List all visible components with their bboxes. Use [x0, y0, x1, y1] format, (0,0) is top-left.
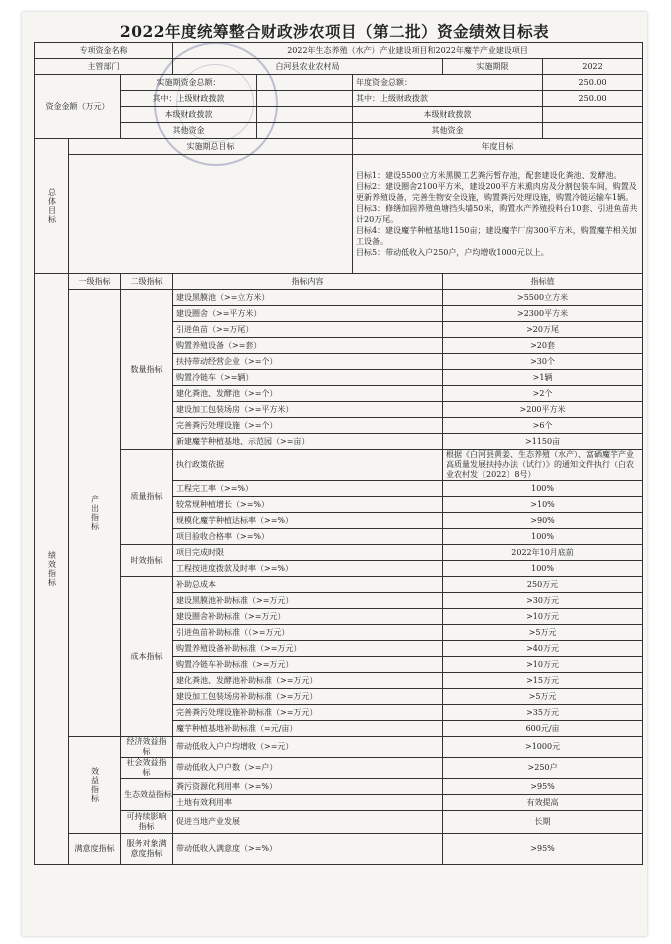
indicator-row: [35, 450, 643, 481]
goal-item: 目标1：建设5500立方米黑膜工艺粪污暂存池，配套建设化粪池、发酵池。: [356, 171, 622, 180]
project-name-value: 2022年生态养殖（水产）产业建设项目和2022年魔芋产业建设项目: [173, 43, 643, 59]
annual-goal-content: [353, 155, 643, 274]
indicator-value: >2个: [443, 386, 643, 402]
indicator-value: >5万元: [443, 689, 643, 705]
indicator-value: 100%: [443, 561, 643, 577]
benefit-sub-label: 经济效益指标: [121, 737, 173, 758]
overall-header-row: [35, 139, 643, 155]
indicator-value: 600元/亩: [443, 721, 643, 737]
funds-year-value: 250.00: [543, 91, 643, 107]
indicator-value: >1000元: [443, 737, 643, 758]
funds-year-label: 本级财政拨款: [353, 107, 543, 123]
indicator-content: 执行政策依据: [173, 450, 443, 481]
indicator-value: >30万元: [443, 593, 643, 609]
indicator-content: 规模化魔芋种植达标率（>=%）: [173, 513, 443, 529]
funds-period-label: 本级财政拨款: [121, 107, 257, 123]
indicator-value: >20万尾: [443, 322, 643, 338]
indicator-value: 250万元: [443, 577, 643, 593]
indicator-content: 项目完成时限: [173, 545, 443, 561]
benefit-row: [35, 737, 643, 758]
goal-item: 目标3：修缮加固养殖鱼塘挡头墙50米，购置水产养殖投料台10套、引进鱼苗共计20万尾。: [356, 204, 638, 224]
satisfaction-row: [35, 834, 643, 865]
funds-year-value: 250.00: [543, 75, 643, 91]
period-goal-content: [69, 155, 353, 274]
indicator-content: 建化粪池、发酵池补助标准（>=万元）: [173, 673, 443, 689]
funds-period-value: [257, 75, 353, 91]
satisfaction-sub-label: 服务对象满意度指标: [121, 834, 173, 865]
indicator-content: 建化粪池、发酵池（>=个）: [173, 386, 443, 402]
benefit-sub-label: 生态效益指标: [121, 779, 173, 811]
overall-body-row: [35, 155, 643, 274]
indicator-content: 魔芋种植基地补助标准（=元/亩）: [173, 721, 443, 737]
indicator-value: >2300平方米: [443, 306, 643, 322]
indicator-content: 完善粪污处理设施补助标准（>=万元）: [173, 705, 443, 721]
indicator-content: 购置养殖设备（>=套）: [173, 338, 443, 354]
cost-indicator-label: 成本指标: [121, 577, 173, 737]
indicator-content: 扶持带动经营企业（>=个）: [173, 354, 443, 370]
indicator-value: >15万元: [443, 673, 643, 689]
benefit-indicator-label: 效益指标: [69, 737, 121, 834]
funds-period-label: 实施期资金总额：: [121, 75, 257, 91]
indicator-value: >5500立方米: [443, 290, 643, 306]
indicator-content: 粪污资源化利用率（>=%）: [173, 779, 443, 795]
indicator-row: [35, 545, 643, 561]
perf-header-row: [35, 274, 643, 290]
content-header: 指标内容: [173, 274, 443, 290]
indicator-value: >10万元: [443, 609, 643, 625]
funds-period-value: [257, 91, 353, 107]
quantity-indicator-label: 数量指标: [121, 290, 173, 450]
department-label: 主管部门: [35, 59, 173, 75]
satisfaction-label: 满意度指标: [69, 834, 121, 865]
indicator-content: 带动低收入满意度（>=%）: [173, 834, 443, 865]
indicator-content: 项目验收合格率（>=%）: [173, 529, 443, 545]
funds-period-value: [257, 123, 353, 139]
indicator-content: 建设加工包装场房（>=平方米）: [173, 402, 443, 418]
project-name-label: 专项资金名称: [35, 43, 173, 59]
indicator-value: >10%: [443, 497, 643, 513]
indicator-content: 促进当地产业发展: [173, 811, 443, 834]
document-page: [22, 12, 647, 936]
indicator-content: 完善粪污处理设施（>=个）: [173, 418, 443, 434]
indicator-value: >250户: [443, 758, 643, 779]
indicator-value: 100%: [443, 529, 643, 545]
level1-header: 一级指标: [69, 274, 121, 290]
goal-item: 目标4：建设魔芋种植基地1150亩；建设魔芋厂房300平方米，购置魔芋相关加工设备。: [356, 226, 637, 246]
benefit-sub-label: 可持续影响指标: [121, 811, 173, 834]
value-header: 指标值: [443, 274, 643, 290]
indicator-value: >6个: [443, 418, 643, 434]
funds-row: [35, 123, 643, 139]
overall-goal-label: 总体目标: [35, 139, 69, 274]
period-value: 2022: [543, 59, 643, 75]
indicator-content: 带动低收入户户数（>=户）: [173, 758, 443, 779]
indicator-value: >95%: [443, 779, 643, 795]
indicator-content: 引进鱼苗补助标准（（>=万元）: [173, 625, 443, 641]
indicator-value: >20套: [443, 338, 643, 354]
funds-label: 资金金额（万元）: [35, 75, 121, 139]
indicator-content: 建设黑膜池补助标准（>=万元）: [173, 593, 443, 609]
document-title: 2022年度统筹整合财政涉农项目（第二批）资金绩效目标表: [119, 22, 550, 41]
benefit-row: [35, 779, 643, 795]
performance-label: 绩效指标: [35, 274, 69, 865]
funds-year-label: 年度资金总额：: [353, 75, 543, 91]
indicator-value: >30个: [443, 354, 643, 370]
output-indicator-label: 产出指标: [69, 290, 121, 737]
funds-period-label: 其他资金: [121, 123, 257, 139]
period-label: 实施期限: [443, 59, 543, 75]
funds-row: [35, 107, 643, 123]
project-name-row: [35, 43, 643, 59]
indicator-value: 2022年10月底前: [443, 545, 643, 561]
funds-year-value: [543, 107, 643, 123]
indicator-content: 建设圈舍补助标准（>=万元）: [173, 609, 443, 625]
indicator-content: 建设圈舍（>=平方米）: [173, 306, 443, 322]
indicator-value: >10万元: [443, 657, 643, 673]
indicator-value: 100%: [443, 481, 643, 497]
funds-year-value: [543, 123, 643, 139]
indicator-content: 引进鱼苗（>=万尾）: [173, 322, 443, 338]
indicator-content: 较常规种植增长（>=%）: [173, 497, 443, 513]
funds-year-label: 其他资金: [353, 123, 543, 139]
indicator-value: >1150亩: [443, 434, 643, 450]
period-goal-header: 实施期总目标: [69, 139, 353, 155]
indicator-content: 土地有效利用率: [173, 795, 443, 811]
indicator-content: 建设黑膜池（>=立方米）: [173, 290, 443, 306]
indicator-value: 长期: [443, 811, 643, 834]
annual-goal-header: 年度目标: [353, 139, 643, 155]
indicator-content: 购置冷链车补助标准（>=万元）: [173, 657, 443, 673]
indicator-content: 购置养殖设备补助标准（>=万元）: [173, 641, 443, 657]
indicator-value: >95%: [443, 834, 643, 865]
quality-indicator-label: 质量指标: [121, 450, 173, 545]
indicator-value: >35万元: [443, 705, 643, 721]
indicator-content: 购置冷链车（>=辆）: [173, 370, 443, 386]
indicator-value: 根据《白河县黄姜、生态养殖（水产）、富硒魔芋产业高质量发展扶持办法（试行）》的通知文件执行（白农业农村发〔2022〕8号）: [443, 450, 643, 481]
indicator-row: [35, 577, 643, 593]
funds-row: [35, 75, 643, 91]
indicator-content: 带动低收入户户均增收（>=元）: [173, 737, 443, 758]
funds-period-value: [257, 107, 353, 123]
performance-target-table: [34, 42, 643, 865]
indicator-content: 工程完工率（>=%）: [173, 481, 443, 497]
benefit-row: [35, 758, 643, 779]
funds-period-label: 其中：上级财政拨款: [121, 91, 257, 107]
indicator-value: >90%: [443, 513, 643, 529]
indicator-value: >200平方米: [443, 402, 643, 418]
goal-item: 目标2：建设圈舍2100平方米，建设200平方米熏肉房及分割包装车间，购置及更新养殖设备，完善生物安全设施，购置粪污处理设施，购置冷链运输车1辆。: [356, 182, 637, 202]
department-row: [35, 59, 643, 75]
funds-year-label: 其中：上级财政拨款: [353, 91, 543, 107]
indicator-row: [35, 290, 643, 306]
department-value: 白河县农业农村局: [173, 59, 443, 75]
indicator-content: 建设加工包装场房补助标准（>=万元）: [173, 689, 443, 705]
goal-item: 目标5：带动低收入户250户，户均增收1000元以上。: [356, 248, 549, 257]
indicator-value: >1辆: [443, 370, 643, 386]
indicator-content: 新建魔芋种植基地、示范园（>=亩）: [173, 434, 443, 450]
timeliness-indicator-label: 时效指标: [121, 545, 173, 577]
indicator-content: 工程按进度拨款及时率（>=%）: [173, 561, 443, 577]
level2-header: 二级指标: [121, 274, 173, 290]
funds-row: [35, 91, 643, 107]
indicator-value: >40万元: [443, 641, 643, 657]
indicator-value: >5万元: [443, 625, 643, 641]
indicator-value: 有效提高: [443, 795, 643, 811]
benefit-row: [35, 811, 643, 834]
indicator-content: 补助总成本: [173, 577, 443, 593]
benefit-sub-label: 社会效益指标: [121, 758, 173, 779]
